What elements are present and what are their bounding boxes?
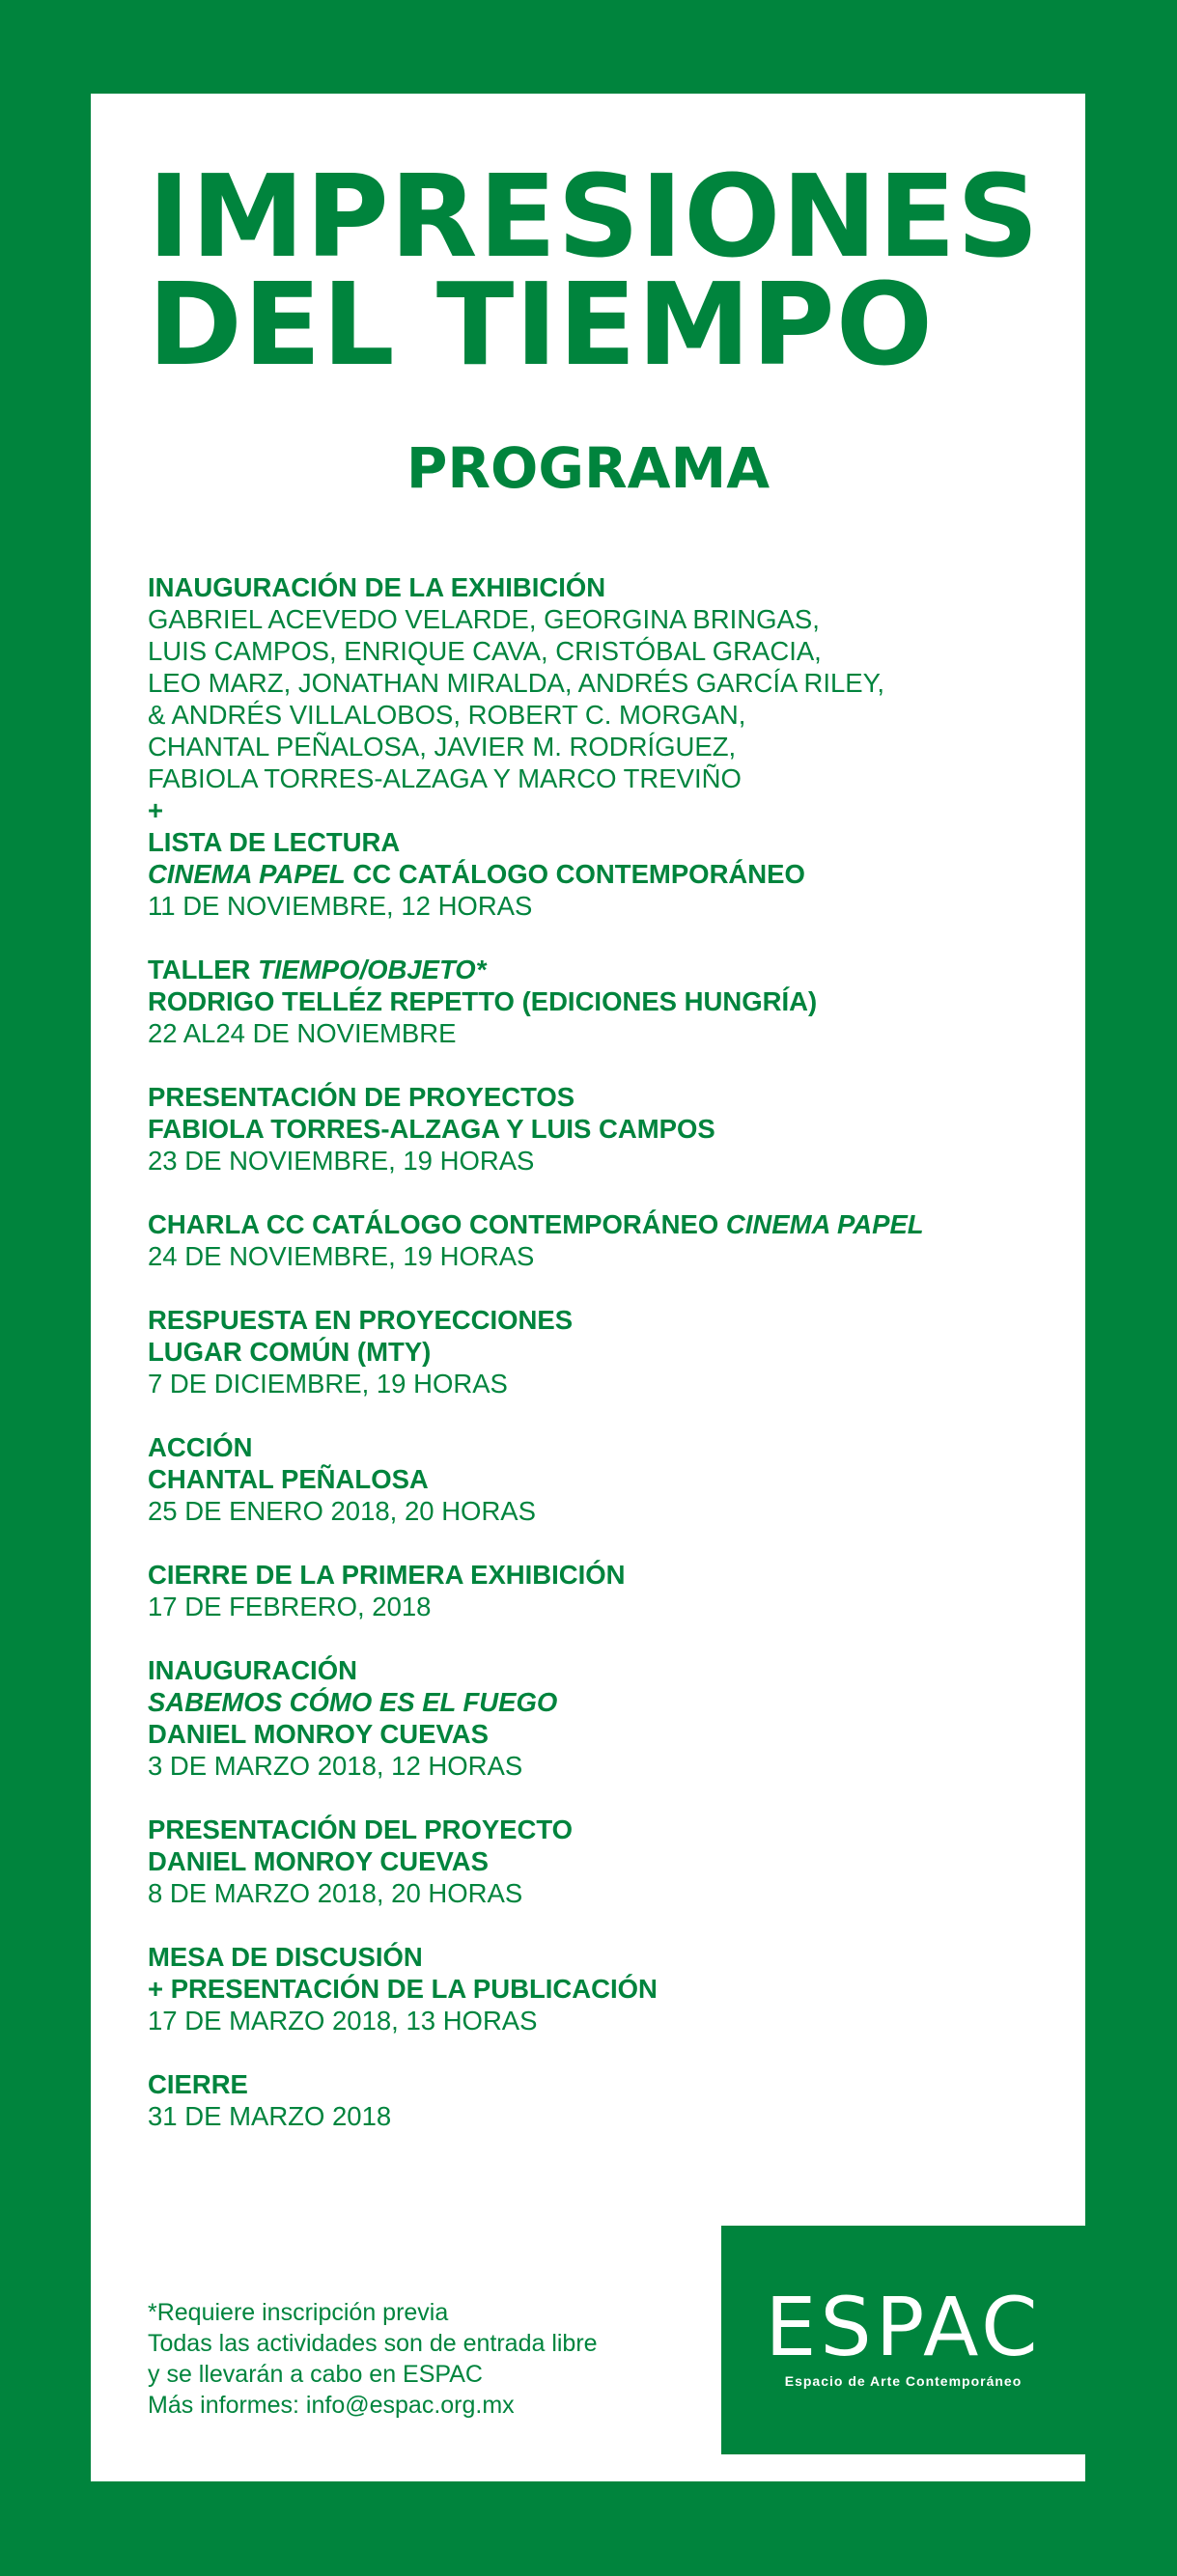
event-line <box>148 1017 1017 1049</box>
event-text: CINEMA PAPEL <box>725 1209 924 1239</box>
footer-notes <box>148 2297 598 2421</box>
event-line <box>148 1941 1017 1973</box>
event-line <box>148 635 1017 667</box>
event-text: 11 DE NOVIEMBRE, 12 HORAS <box>148 891 533 921</box>
event-text: CC CATÁLOGO CONTEMPORÁNEO <box>345 859 805 889</box>
event-line <box>148 1654 1017 1686</box>
event-text: FABIOLA TORRES-ALZAGA Y MARCO TREVIÑO <box>148 763 742 793</box>
event-line <box>148 2005 1017 2036</box>
event-text: GABRIEL ACEVEDO VELARDE, GEORGINA BRINGAS, <box>148 604 820 634</box>
event-item <box>148 2068 1017 2132</box>
event-line <box>148 1145 1017 1177</box>
event-text: CIERRE DE LA PRIMERA EXHIBICIÓN <box>148 1560 626 1590</box>
event-text: FABIOLA TORRES-ALZAGA Y LUIS CAMPOS <box>148 1114 715 1144</box>
event-line <box>148 667 1017 699</box>
event-line <box>148 1495 1017 1527</box>
event-text: TIEMPO/OBJETO* <box>258 955 487 984</box>
event-line <box>148 1814 1017 1845</box>
event-text: PRESENTACIÓN DE PROYECTOS <box>148 1082 575 1112</box>
event-line <box>148 571 1017 603</box>
event-text: 17 DE FEBRERO, 2018 <box>148 1592 432 1621</box>
event-text: INAUGURACIÓN DE LA EXHIBICIÓN <box>148 572 606 602</box>
event-line <box>148 2068 1017 2100</box>
event-text: DANIEL MONROY CUEVAS <box>148 1846 489 1876</box>
event-item <box>148 1208 1017 1272</box>
event-line <box>148 1368 1017 1399</box>
event-text: 17 DE MARZO 2018, 13 HORAS <box>148 2006 538 2036</box>
venue-note: y se llevarán a cabo en ESPAC <box>148 2361 483 2388</box>
event-line <box>148 1973 1017 2005</box>
event-line <box>148 890 1017 922</box>
event-text: LUIS CAMPOS, ENRIQUE CAVA, CRISTÓBAL GRACIA, <box>148 636 822 666</box>
event-text: + <box>148 795 164 825</box>
event-text: TALLER <box>148 955 259 984</box>
event-line <box>148 985 1017 1017</box>
event-text: ACCIÓN <box>148 1432 253 1462</box>
event-text: RODRIGO TELLÉZ REPETTO (EDICIONES HUNGRÍA) <box>148 986 818 1016</box>
event-text: CHARLA CC CATÁLOGO CONTEMPORÁNEO <box>148 1209 726 1239</box>
event-line <box>148 731 1017 762</box>
event-line <box>148 826 1017 858</box>
event-text: 23 DE NOVIEMBRE, 19 HORAS <box>148 1146 535 1176</box>
event-text: DANIEL MONROY CUEVAS <box>148 1719 489 1749</box>
event-line <box>148 1463 1017 1495</box>
event-line <box>148 699 1017 731</box>
event-item <box>148 571 1017 922</box>
event-text: 7 DE DICIEMBRE, 19 HORAS <box>148 1369 508 1399</box>
event-text: CHANTAL PEÑALOSA <box>148 1464 429 1494</box>
event-text: INAUGURACIÓN <box>148 1655 357 1685</box>
event-item <box>148 1559 1017 1622</box>
event-text: + PRESENTACIÓN DE LA PUBLICACIÓN <box>148 1974 658 2004</box>
event-text: CIERRE <box>148 2069 248 2099</box>
event-line <box>148 1081 1017 1113</box>
event-text: LEO MARZ, JONATHAN MIRALDA, ANDRÉS GARCÍA RILEY, <box>148 668 885 698</box>
event-text: 25 DE ENERO 2018, 20 HORAS <box>148 1496 536 1526</box>
event-line <box>148 1208 1017 1240</box>
event-text: LUGAR COMÚN (MTY) <box>148 1337 432 1367</box>
event-line <box>148 1591 1017 1622</box>
event-line <box>148 603 1017 635</box>
event-text: PRESENTACIÓN DEL PROYECTO <box>148 1814 574 1844</box>
event-line <box>148 2100 1017 2132</box>
event-line <box>148 1431 1017 1463</box>
event-line <box>148 1240 1017 1272</box>
event-line <box>148 1877 1017 1909</box>
event-text: 22 AL24 DE NOVIEMBRE <box>148 1018 457 1048</box>
event-item <box>148 1654 1017 1782</box>
event-text: SABEMOS CÓMO ES EL FUEGO <box>148 1687 558 1717</box>
program-heading: PROGRAMA <box>406 435 771 501</box>
event-text: 8 DE MARZO 2018, 20 HORAS <box>148 1878 523 1908</box>
logo-tagline: Espacio de Arte Contemporáneo <box>784 2373 1023 2389</box>
title-line-2: DEL TIEMPO <box>148 258 935 391</box>
event-text: 3 DE MARZO 2018, 12 HORAS <box>148 1751 523 1781</box>
event-text: CHANTAL PEÑALOSA, JAVIER M. RODRÍGUEZ, <box>148 732 737 762</box>
event-item <box>148 1814 1017 1909</box>
event-line <box>148 1845 1017 1877</box>
event-line <box>148 1559 1017 1591</box>
event-line <box>148 954 1017 985</box>
event-item <box>148 1941 1017 2036</box>
event-item <box>148 954 1017 1049</box>
event-item <box>148 1304 1017 1399</box>
event-text: 31 DE MARZO 2018 <box>148 2101 392 2131</box>
event-item <box>148 1081 1017 1177</box>
registration-note: *Requiere inscripción previa <box>148 2299 449 2326</box>
event-text: RESPUESTA EN PROYECCIONES <box>148 1305 574 1335</box>
event-line <box>148 858 1017 890</box>
espac-logo <box>721 2226 1085 2454</box>
exhibition-title <box>148 150 1040 391</box>
contact-note: Más informes: info@espac.org.mx <box>148 2392 515 2419</box>
event-line <box>148 762 1017 794</box>
event-line <box>148 1718 1017 1750</box>
event-line <box>148 1304 1017 1336</box>
event-line <box>148 1686 1017 1718</box>
free-entry-note: Todas las actividades son de entrada libre <box>148 2330 598 2357</box>
event-line <box>148 1750 1017 1782</box>
event-text: MESA DE DISCUSIÓN <box>148 1942 423 1972</box>
event-item <box>148 1431 1017 1527</box>
event-text: & ANDRÉS VILLALOBOS, ROBERT C. MORGAN, <box>148 700 746 730</box>
logo-wordmark: ESPAC <box>765 2280 1042 2374</box>
event-list <box>148 571 1017 2164</box>
event-line <box>148 1113 1017 1145</box>
event-text: CINEMA PAPEL <box>148 859 346 889</box>
event-line <box>148 1336 1017 1368</box>
event-text: LISTA DE LECTURA <box>148 827 401 857</box>
event-line <box>148 794 1017 826</box>
title-line-1: IMPRESIONES <box>148 150 1040 283</box>
event-text: 24 DE NOVIEMBRE, 19 HORAS <box>148 1241 535 1271</box>
